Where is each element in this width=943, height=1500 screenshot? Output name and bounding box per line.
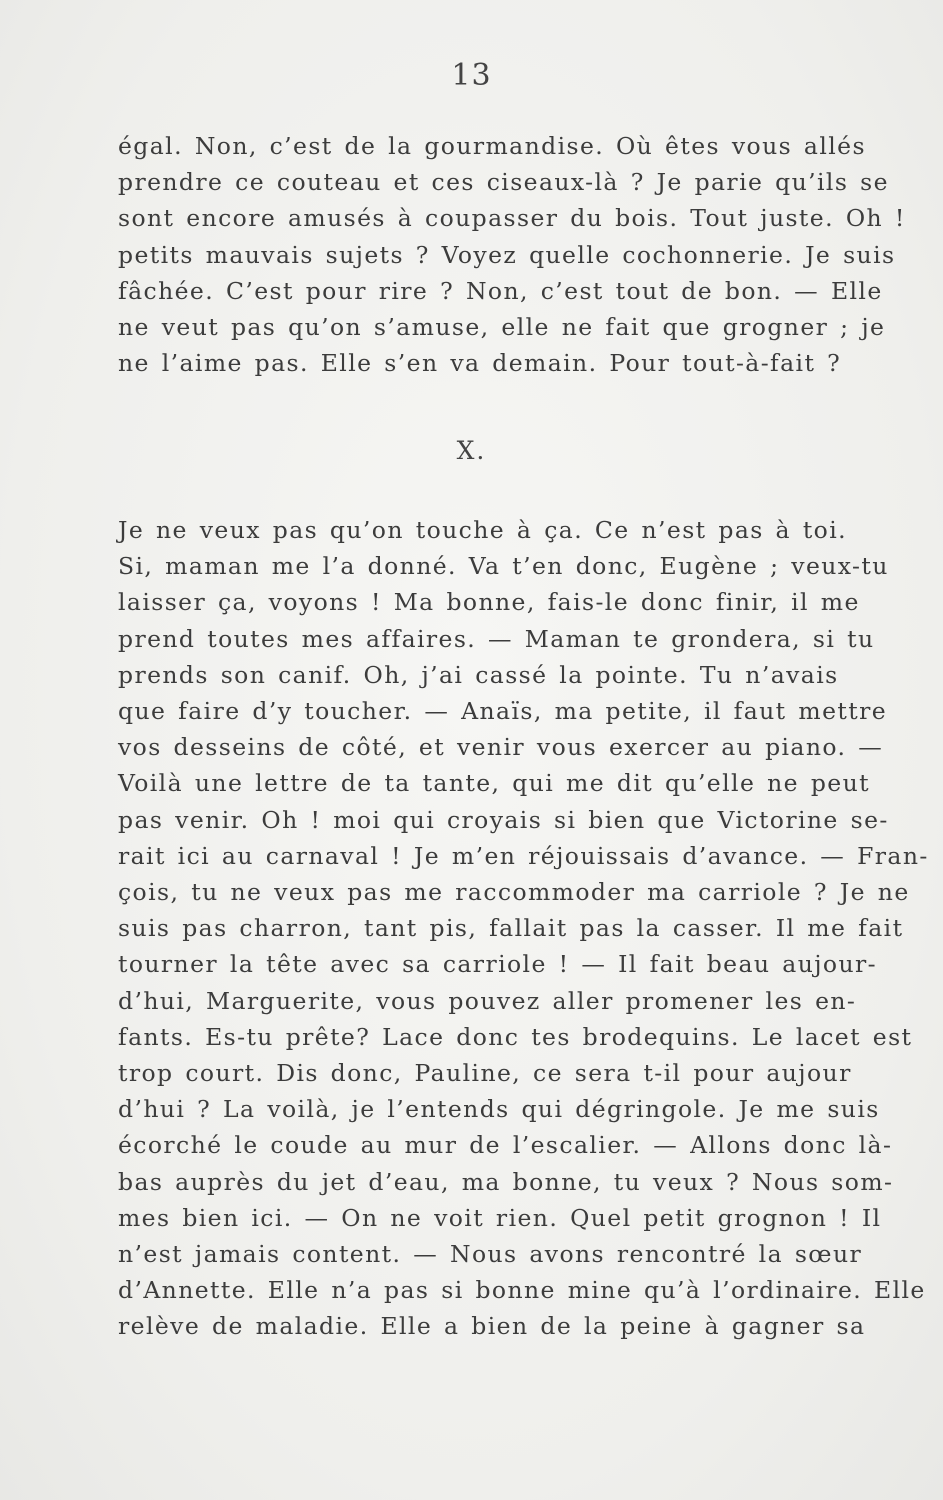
- text-line: d’hui, Marguerite, vous pouvez aller promener les en-: [118, 986, 857, 1015]
- text-line: prends son canif. Oh, j’ai cassé la pointe. Tu n’avais: [118, 660, 839, 689]
- paragraph-2: [118, 512, 929, 1345]
- text-line: d’hui ? La voilà, je l’entends qui dégringole. Je me suis: [118, 1095, 880, 1124]
- text-line: trop court. Dis donc, Pauline, ce sera t-il pour aujour: [118, 1059, 852, 1088]
- text-line: Si, maman me l’a donné. Va t’en donc, Eugène ; veux-tu: [118, 552, 889, 581]
- text-line: écorché le coude au mur de l’escalier. — Allons donc là-: [118, 1131, 893, 1160]
- text-line: pas venir. Oh ! moi qui croyais si bien que Victorine se-: [118, 805, 889, 834]
- text-line: d’Annette. Elle n’a pas si bonne mine qu’à l’ordinaire. Elle: [118, 1276, 926, 1305]
- text-line: vos desseins de côté, et venir vous exercer au piano. —: [118, 733, 884, 762]
- section-heading: X.: [456, 436, 487, 465]
- text-line: bas auprès du jet d’eau, ma bonne, tu veux ? Nous som-: [118, 1167, 894, 1196]
- text-line: Je ne veux pas qu’on touche à ça. Ce n’est pas à toi.: [118, 516, 848, 544]
- text-line: petits mauvais sujets ? Voyez quelle cochonnerie. Je suis: [118, 240, 896, 269]
- text-line: prendre ce couteau et ces ciseaux-là ? Je parie qu’ils se: [118, 168, 889, 197]
- text-line: que faire d’y toucher. — Anaïs, ma petite, il faut mettre: [118, 697, 888, 726]
- text-line: laisser ça, voyons ! Ma bonne, fais-le donc finir, il me: [118, 588, 860, 617]
- paragraph-1: [118, 128, 906, 381]
- text-line: mes bien ici. — On ne voit rien. Quel petit grognon ! Il: [118, 1203, 882, 1232]
- text-line: relève de maladie. Elle a bien de la peine à gagner sa: [118, 1312, 866, 1341]
- text-line: prend toutes mes affaires. — Maman te grondera, si tu: [118, 624, 875, 653]
- text-line: tourner la tête avec sa carriole ! — Il fait beau aujour-: [118, 950, 877, 979]
- text-line: fants. Es-tu prête? Lace donc tes brodequins. Le lacet est: [118, 1022, 913, 1051]
- text-line: ne l’aime pas. Elle s’en va demain. Pour tout-à-fait ?: [118, 349, 842, 378]
- text-line: fâchée. C’est pour rire ? Non, c’est tout de bon. — Elle: [118, 276, 883, 305]
- text-line: suis pas charron, tant pis, fallait pas la casser. Il me fait: [118, 914, 904, 943]
- text-line: n’est jamais content. — Nous avons rencontré la sœur: [118, 1240, 863, 1269]
- text-line: égal. Non, c’est de la gourmandise. Où êtes vous allés: [118, 132, 866, 160]
- text-line: çois, tu ne veux pas me raccommoder ma carriole ? Je ne: [118, 878, 910, 907]
- text-line: rait ici au carnaval ! Je m’en réjouissais d’avance. — Fran-: [118, 841, 929, 870]
- text-line: Voilà une lettre de ta tante, qui me dit qu’elle ne peut: [118, 769, 870, 798]
- page-number: 13: [451, 58, 492, 93]
- text-line: sont encore amusés à coupasser du bois. Tout juste. Oh !: [118, 204, 906, 233]
- text-line: ne veut pas qu’on s’amuse, elle ne fait que grogner ; je: [118, 313, 886, 342]
